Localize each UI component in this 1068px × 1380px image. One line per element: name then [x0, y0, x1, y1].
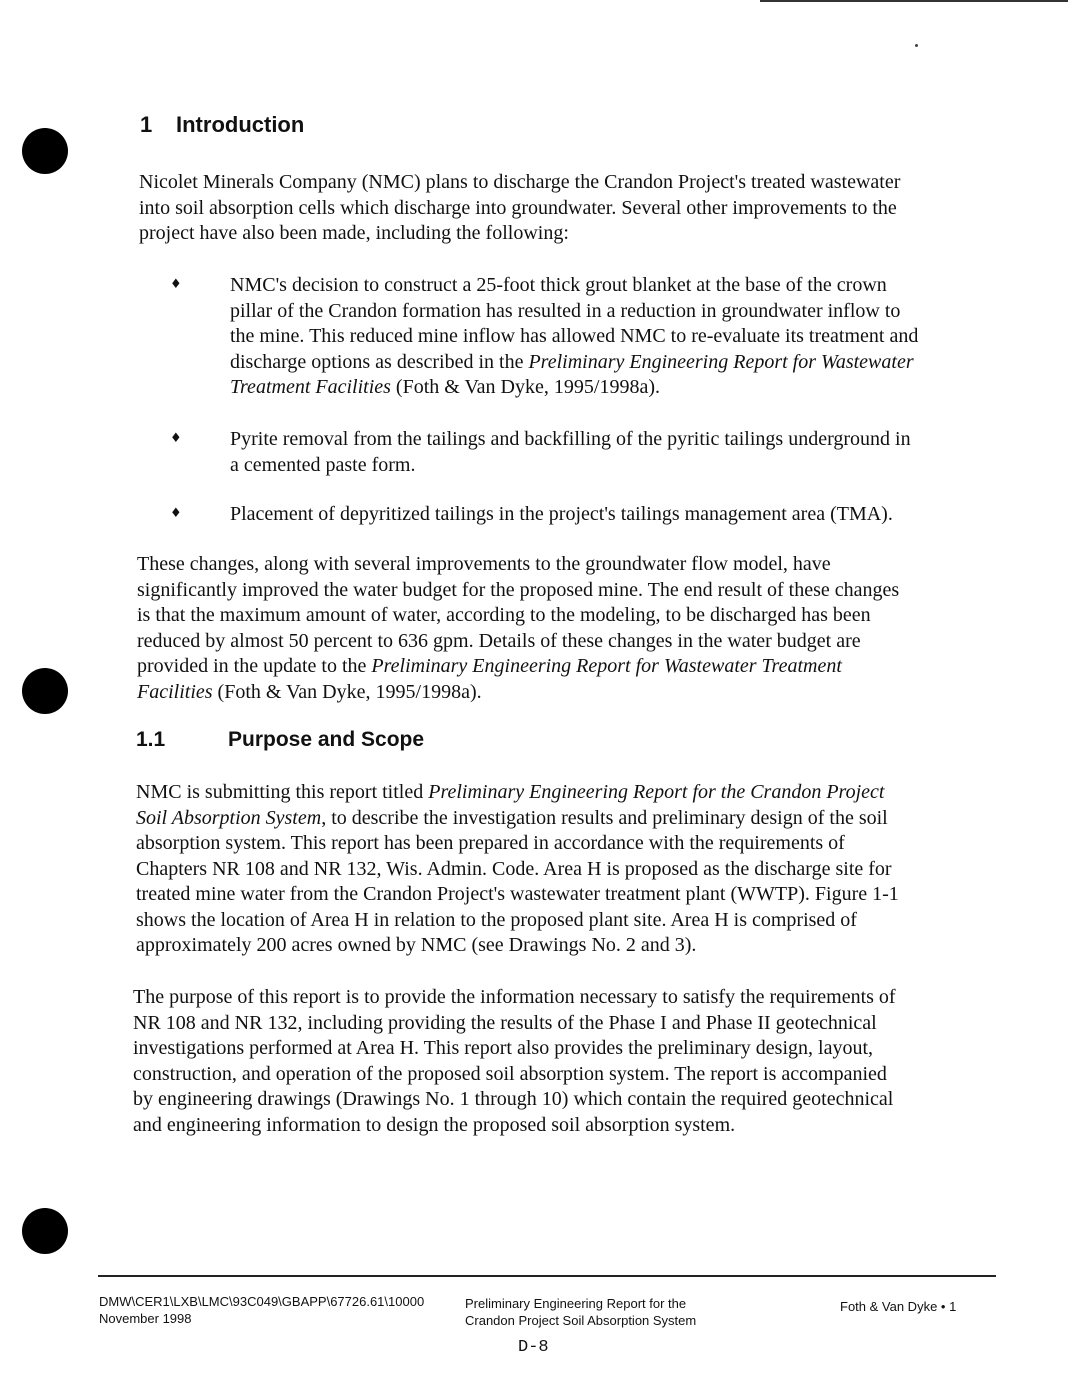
- report-title-italic: Preliminary Engineering Report for Wastewater Treatment: [371, 655, 842, 677]
- footer-file-path: DMW\CER1\LXB\LMC\93C049\GBAPP\67726.61\10000: [99, 1294, 425, 1309]
- binder-hole-middle: [22, 668, 68, 714]
- bullet-text: [230, 273, 978, 401]
- section-number: 1: [140, 112, 153, 137]
- report-title-italic: Preliminary Engineering Report for the Crandon Project: [428, 781, 885, 803]
- subsection-number: 1.1: [136, 728, 166, 751]
- footer-report-line: Crandon Project Soil Absorption System: [465, 1313, 697, 1328]
- diamond-bullet-icon: ♦: [170, 506, 182, 521]
- paragraph-line: The purpose of this report is to provide the information necessary to satisfy the requirements of: [133, 986, 896, 1008]
- footer-author-page: Foth & Van Dyke • 1: [840, 1299, 957, 1314]
- bullet-text: [230, 502, 978, 528]
- paragraph-line: reduced by almost 50 percent to 636 gpm. Details of these changes in the water budget are: [137, 629, 861, 652]
- text-run: provided in the update to the: [137, 655, 372, 677]
- footer-report-title: [465, 1295, 696, 1329]
- section-title: Introduction: [176, 112, 305, 137]
- paragraph-line: and engineering information to design the proposed soil absorption system.: [133, 1113, 736, 1136]
- footer-rule: [98, 1275, 996, 1277]
- diamond-bullet-icon: ♦: [170, 431, 182, 446]
- intro-line: Nicolet Minerals Company (NMC) plans to discharge the Crandon Project's treated wastewater: [139, 171, 901, 193]
- paragraph-line: investigations performed at Area H. This report also provides the preliminary design, layout,: [133, 1037, 874, 1059]
- citation: (Foth & Van Dyke, 1995/1998a).: [212, 680, 482, 703]
- paragraph-line: [137, 680, 967, 706]
- report-title-italic: Facilities: [137, 680, 213, 703]
- bullet-line: the mine. This reduced mine inflow has allowed NMC to re-evaluate its treatment and: [230, 325, 919, 347]
- paragraph-line: Chapters NR 108 and NR 132, Wis. Admin. Code. Area H is proposed as the discharge site for: [136, 857, 892, 880]
- purpose-paragraph-1: [136, 780, 966, 959]
- binder-hole-bottom: [22, 1208, 68, 1254]
- paragraph-line: is that the maximum amount of water, according to the modeling, to be discharged has been: [137, 604, 871, 626]
- citation: (Foth & Van Dyke, 1995/1998a).: [390, 376, 660, 398]
- scan-speck: [915, 44, 918, 47]
- bullet-line: Pyrite removal from the tailings and backfilling of the pyritic tailings underground in: [230, 428, 911, 450]
- paragraph-line: construction, and operation of the proposed soil absorption system. The report is accompanied: [133, 1062, 887, 1085]
- bullet-line: Placement of depyritized tailings in the project's tailings management area (TMA).: [230, 503, 893, 525]
- paragraph-line: shows the location of Area H in relation to the proposed plant site. Area H is comprised of: [136, 908, 857, 931]
- report-title-italic: Soil Absorption System: [136, 806, 322, 829]
- paragraph-line: [137, 654, 967, 680]
- paragraph-line: treated mine water from the Crandon Project's wastewater treatment plant (WWTP). Figure 1-1: [136, 883, 899, 905]
- footer-date: November 1998: [99, 1311, 192, 1326]
- intro-line: project have also been made, including the following:: [139, 222, 569, 244]
- subsection-title: Purpose and Scope: [228, 728, 425, 751]
- binder-hole-top: [22, 128, 68, 174]
- paragraph-line: [136, 806, 966, 832]
- bullet-line: NMC's decision to construct a 25-foot thick grout blanket at the base of the crown: [230, 274, 887, 296]
- diamond-bullet-icon: ♦: [170, 277, 182, 292]
- paragraph-line: These changes, along with several improvements to the groundwater flow model, have: [137, 553, 831, 575]
- text-run: NMC is submitting this report titled: [136, 781, 429, 803]
- paragraph-line: significantly improved the water budget for the proposed mine. The end result of these changes: [137, 578, 900, 601]
- intro-line: into soil absorption cells which discharge into groundwater. Several other improvements to the: [139, 196, 897, 219]
- bullet-line: pillar of the Crandon formation has resulted in a reduction in groundwater inflow to: [230, 299, 901, 322]
- paragraph-line: NR 108 and NR 132, including providing the results of the Phase I and Phase II geotechnical: [133, 1011, 877, 1034]
- footer-report-line: Preliminary Engineering Report for the: [465, 1296, 687, 1311]
- bullet-line: [230, 375, 978, 401]
- subsection-heading: [136, 728, 424, 752]
- report-title-italic: Preliminary Engineering Report for Wastewater: [528, 350, 914, 373]
- bullet-text: [230, 427, 978, 478]
- paragraph-line: absorption system. This report has been prepared in accordance with the requirements of: [136, 832, 845, 854]
- purpose-paragraph-2: [133, 985, 963, 1138]
- bullet-line: [230, 350, 978, 376]
- section-heading: [140, 112, 304, 138]
- paragraph-line: approximately 200 acres owned by NMC (see Drawings No. 2 and 3).: [136, 934, 697, 956]
- changes-paragraph: [137, 552, 967, 705]
- text-run: , to describe the investigation results and preliminary design of the soil: [321, 806, 888, 829]
- page-code: D-8: [518, 1338, 549, 1357]
- report-title-italic: Treatment Facilities: [230, 376, 391, 398]
- bullet-text-run: discharge options as described in the: [230, 350, 529, 373]
- top-edge-rule: [760, 0, 1068, 2]
- intro-paragraph: [139, 170, 969, 247]
- paragraph-line: [136, 780, 966, 806]
- paragraph-line: by engineering drawings (Drawings No. 1 through 10) which contain the required geotechnical: [133, 1088, 894, 1110]
- bullet-line: a cemented paste form.: [230, 453, 416, 476]
- footer-file-info: [99, 1293, 424, 1327]
